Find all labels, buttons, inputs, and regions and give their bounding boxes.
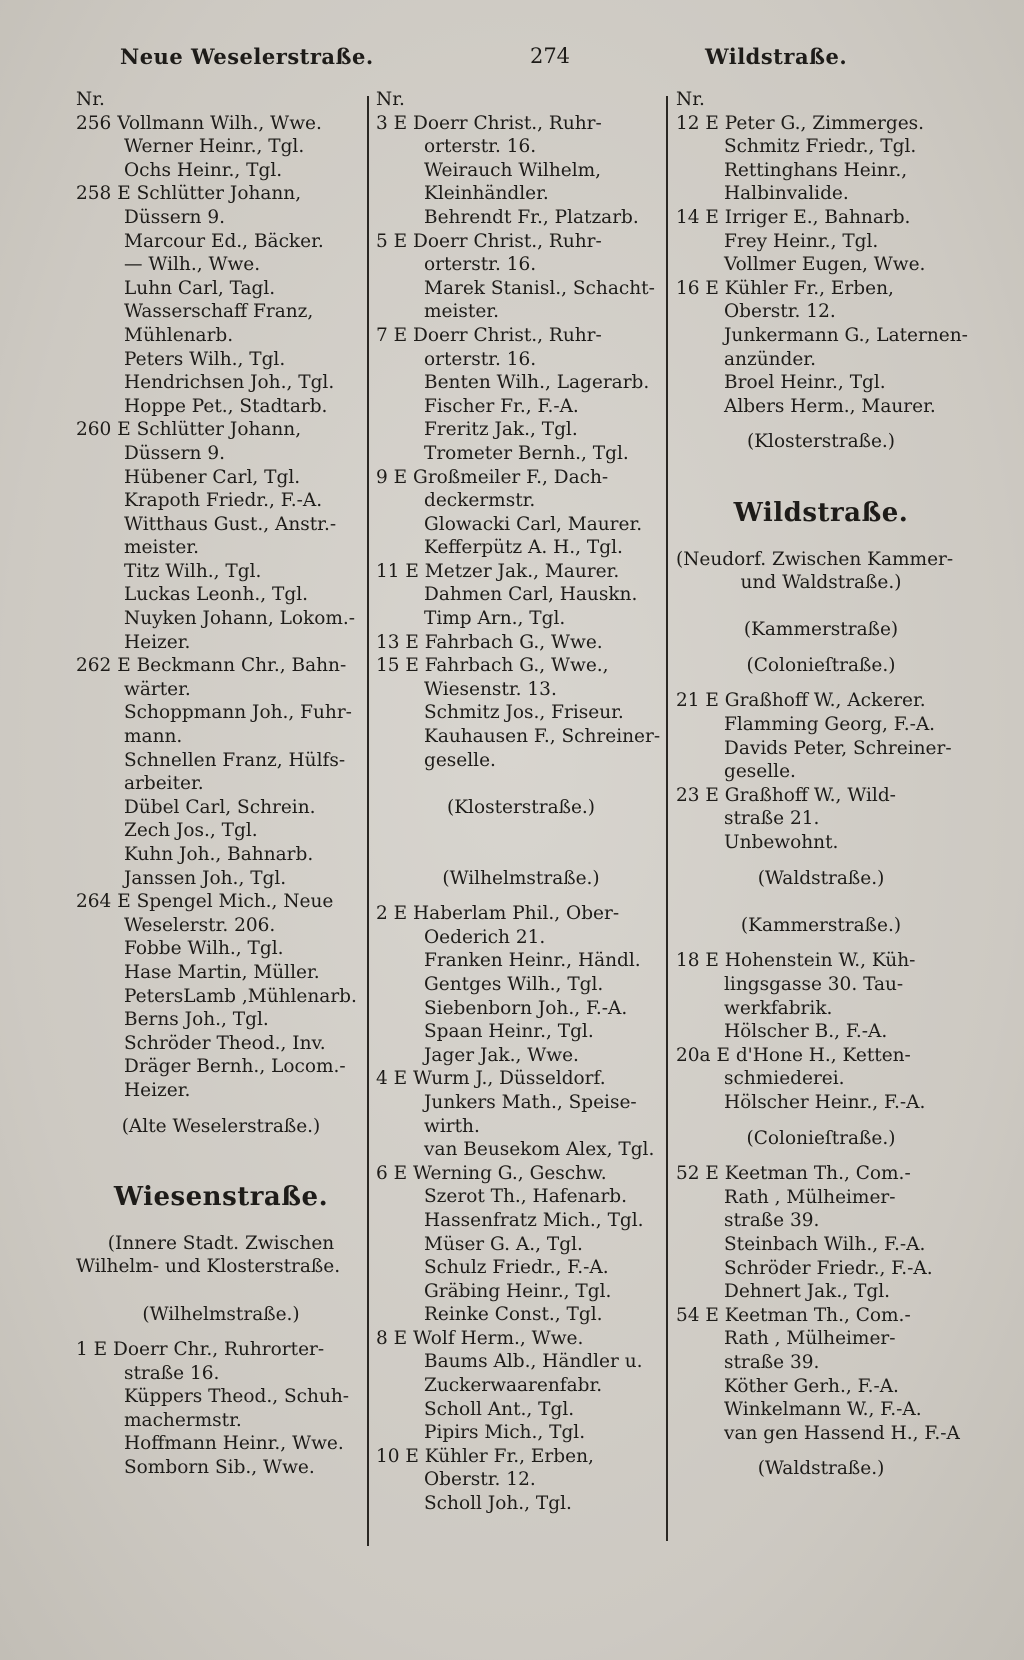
directory-entry-line: 258 E Schlütter Johann,: [76, 183, 302, 205]
directory-entry-line: Hölscher B., F.-A.: [724, 1021, 888, 1043]
spacer: [676, 937, 966, 949]
spacer: [76, 1220, 366, 1232]
directory-entry-line: mann.: [124, 726, 183, 748]
directory-entry-line: Somborn Sib., Wwe.: [124, 1457, 315, 1479]
directory-entry-line: Oederich 21.: [424, 926, 546, 948]
directory-entry-line: Frey Heinr., Tgl.: [724, 230, 879, 252]
spacer: [76, 1162, 366, 1174]
directory-entry-line: 14 E Irriger E., Bahnarb.: [676, 206, 911, 228]
cross-street-note: (Waldstraße.): [757, 867, 885, 889]
directory-entry-line: Junkers Math., Speise-: [424, 1091, 637, 1113]
directory-entry-line: Rath , Mülheimer-: [724, 1186, 896, 1208]
directory-entry-line: 256 Vollmann Wilh., Wwe.: [76, 112, 322, 134]
spacer: [676, 418, 966, 430]
directory-entry-line: Zech Jos., Tgl.: [124, 820, 258, 842]
spacer: [76, 1279, 366, 1303]
directory-entry-line: Schulz Friedr., F.-A.: [424, 1257, 609, 1279]
spacer: [676, 536, 966, 548]
directory-entry-line: Kleinhändler.: [424, 183, 549, 205]
directory-entry-line: Zuckerwaarenfabr.: [424, 1375, 603, 1397]
directory-entry-line: Hassenfratz Mich., Tgl.: [424, 1209, 644, 1231]
spacer: [676, 642, 966, 654]
directory-entry-line: machermstr.: [124, 1409, 242, 1431]
directory-entry-line: 15 E Fahrbach G., Wwe.,: [376, 655, 609, 677]
directory-entry-line: Vollmer Eugen, Wwe.: [724, 254, 926, 276]
cross-street-note: (Wilhelmstraße.): [142, 1303, 300, 1325]
column-divider: [666, 96, 668, 1541]
directory-entry-line: geselle.: [724, 761, 796, 783]
cross-street-note: (Innere Stadt. Zwischen: [107, 1232, 335, 1254]
header-left-street: Neue Weselerstraße.: [120, 44, 374, 69]
directory-entry-line: Oberstr. 12.: [424, 1469, 536, 1491]
directory-entry-line: Hase Martin, Müller.: [124, 961, 320, 983]
directory-entry-line: 10 E Kühler Fr., Erben,: [376, 1445, 594, 1467]
directory-entry-line: Davids Peter, Schreiner-: [724, 737, 952, 759]
directory-entry-line: arbeiter.: [124, 773, 204, 795]
directory-entry-line: Küppers Theod., Schuh-: [124, 1386, 350, 1408]
directory-entry-line: Müser G. A., Tgl.: [424, 1233, 583, 1255]
directory-entry-line: Baums Alb., Händler u.: [424, 1351, 643, 1373]
column-3: [676, 88, 966, 1481]
directory-entry-line: Berns Joh., Tgl.: [124, 1009, 269, 1031]
cross-street-note: (Alte Weselerstraße.): [121, 1115, 321, 1137]
directory-entry-line: 54 E Keetman Th., Com.-: [676, 1304, 911, 1326]
directory-entry-line: Rath , Mülheimer-: [724, 1328, 896, 1350]
directory-entry-line: 11 E Metzer Jak., Maurer.: [376, 560, 620, 582]
cross-street-note: (Klosterstraße.): [746, 431, 896, 453]
directory-entry-line: orterstr. 16.: [424, 254, 537, 276]
directory-entry-line: wirth.: [424, 1115, 480, 1137]
directory-entry-line: Szerot Th., Hafenarb.: [424, 1186, 628, 1208]
directory-entry-line: Junkermann G., Laternen-: [724, 324, 968, 346]
directory-entry-line: Flamming Georg, F.-A.: [724, 714, 936, 736]
directory-entry-line: Albers Herm., Maurer.: [724, 395, 936, 417]
spacer: [376, 890, 666, 902]
directory-entry-line: straße 39.: [724, 1210, 820, 1232]
directory-entry-line: Steinbach Wilh., F.-A.: [724, 1233, 926, 1255]
spacer: [76, 1326, 366, 1338]
directory-entry-line: Spaan Heinr., Tgl.: [424, 1021, 594, 1043]
directory-entry-line: Peters Wilh., Tgl.: [124, 348, 286, 370]
directory-entry-line: Dübel Carl, Schrein.: [124, 796, 316, 818]
spacer: [76, 1103, 366, 1115]
directory-entry-line: straße 21.: [724, 808, 820, 830]
directory-entry-line: Behrendt Fr., Platzarb.: [424, 206, 639, 228]
directory-entry-line: 5 E Doerr Christ., Ruhr-: [376, 230, 602, 252]
directory-entry-line: Dahmen Carl, Hauskn.: [424, 584, 638, 606]
directory-entry-line: 52 E Keetman Th., Com.-: [676, 1163, 911, 1185]
directory-entry-line: Kauhausen F., Schreiner-: [424, 726, 661, 748]
directory-entry-line: 13 E Fahrbach G., Wwe.: [376, 631, 603, 653]
spacer: [376, 772, 666, 796]
directory-entry-line: Kefferpütz A. H., Tgl.: [424, 537, 623, 559]
directory-entry-line: Schmitz Jos., Friseur.: [424, 702, 624, 724]
header-right-street: Wildstraße.: [705, 44, 848, 69]
cross-street-note: (Colonieſtraße.): [746, 1127, 896, 1149]
directory-entry-line: meister.: [424, 301, 499, 323]
cross-street-note: (Colonieſtraße.): [746, 654, 896, 676]
directory-entry-line: Marek Stanisl., Schacht-: [424, 277, 655, 299]
directory-entry-line: anzünder.: [724, 348, 817, 370]
directory-entry-line: Hölscher Heinr., F.-A.: [724, 1091, 926, 1113]
page-number: 274: [529, 44, 571, 68]
column-divider: [367, 96, 369, 1546]
directory-entry-line: Nuyken Johann, Lokom.-: [124, 608, 356, 630]
spacer: [676, 478, 966, 490]
directory-entry-line: Halbinvalide.: [724, 183, 849, 205]
directory-entry-line: 4 E Wurm J., Düsseldorf.: [376, 1068, 606, 1090]
directory-entry-line: Jager Jak., Wwe.: [424, 1044, 579, 1066]
directory-entry-line: 20a E d'Hone H., Ketten-: [676, 1044, 911, 1066]
directory-entry-line: Mühlenarb.: [124, 324, 234, 346]
cross-street-note: (Wilhelmstraße.): [442, 867, 600, 889]
directory-entry-line: 23 E Graßhoff W., Wild-: [676, 784, 896, 806]
directory-entry-line: Marcour Ed., Bäcker.: [124, 230, 324, 252]
column-1: [76, 88, 366, 1480]
cross-street-note: und Waldstraße.): [740, 572, 902, 594]
directory-entry-line: 18 E Hohenstein W., Küh-: [676, 950, 916, 972]
directory-entry-line: 9 E Großmeiler F., Dach-: [376, 466, 609, 488]
directory-entry-line: Wasserschaff Franz,: [124, 301, 314, 323]
directory-entry-line: 6 E Werning G., Geschw.: [376, 1162, 607, 1184]
cross-street-note: (Kammerstraße.): [740, 914, 902, 936]
directory-entry-line: Wilhelm- und Klosterstraße.: [76, 1256, 341, 1278]
directory-entry-line: Benten Wilh., Lagerarb.: [424, 372, 650, 394]
directory-entry-line: meister.: [124, 537, 199, 559]
directory-entry-line: Reinke Const., Tgl.: [424, 1304, 603, 1326]
directory-entry-line: Schnellen Franz, Hülfs-: [124, 749, 346, 771]
directory-entry-line: Luckas Leonh., Tgl.: [124, 584, 308, 606]
directory-entry-line: Schoppmann Joh., Fuhr-: [124, 702, 352, 724]
directory-entry-line: Timp Arn., Tgl.: [424, 608, 566, 630]
directory-entry-line: Schröder Theod., Inv.: [124, 1032, 326, 1054]
directory-entry-line: 3 E Doerr Christ., Ruhr-: [376, 112, 602, 134]
directory-entry-line: Gentges Wilh., Tgl.: [424, 973, 604, 995]
directory-entry-line: Heizer.: [124, 631, 191, 653]
spacer: [76, 1138, 366, 1162]
cross-street-note: (Klosterstraße.): [446, 796, 596, 818]
directory-entry-line: van gen Hassend H., F.-A: [724, 1422, 960, 1444]
directory-entry-line: Köther Gerh., F.-A.: [724, 1375, 899, 1397]
spacer: [676, 855, 966, 867]
directory-entry-line: 264 E Spengel Mich., Neue: [76, 891, 334, 913]
directory-entry-line: Franken Heinr., Händl.: [424, 950, 641, 972]
page-header: [70, 44, 990, 80]
spacer: [676, 1445, 966, 1457]
spacer: [376, 819, 666, 843]
directory-entry-line: deckermstr.: [424, 490, 536, 512]
directory-entry-line: van Beusekom Alex, Tgl.: [424, 1139, 655, 1161]
directory-entry-line: 7 E Doerr Christ., Ruhr-: [376, 324, 602, 346]
directory-entry-line: Nr.: [676, 89, 705, 110]
directory-entry-line: Krapoth Friedr., F.-A.: [124, 490, 323, 512]
directory-entry-line: Oberstr. 12.: [724, 301, 836, 323]
column-2: [376, 88, 666, 1516]
directory-entry-line: Glowacki Carl, Maurer.: [424, 513, 643, 535]
directory-entry-line: Janssen Joh., Tgl.: [124, 867, 287, 889]
directory-entry-line: 260 E Schlütter Johann,: [76, 419, 302, 441]
spacer: [676, 595, 966, 619]
directory-entry-line: Pipirs Mich., Tgl.: [424, 1422, 586, 1444]
directory-entry-line: Gräbing Heinr., Tgl.: [424, 1280, 612, 1302]
directory-entry-line: Heizer.: [124, 1079, 191, 1101]
directory-entry-line: 1 E Doerr Chr., Ruhrorter-: [76, 1339, 325, 1361]
directory-entry-line: straße 16.: [124, 1362, 220, 1384]
directory-entry-line: 8 E Wolf Herm., Wwe.: [376, 1327, 584, 1349]
directory-entry-line: Kuhn Joh., Bahnarb.: [124, 844, 314, 865]
directory-entry-line: Schmitz Friedr., Tgl.: [724, 136, 917, 158]
directory-entry-line: Scholl Ant., Tgl.: [424, 1398, 575, 1420]
directory-entry-line: Siebenborn Joh., F.-A.: [424, 997, 628, 1019]
directory-entry-line: Dehnert Jak., Tgl.: [724, 1281, 890, 1303]
directory-entry-line: Luhn Carl, Tagl.: [124, 277, 276, 299]
directory-entry-line: Ochs Heinr., Tgl.: [124, 159, 283, 181]
directory-entry-line: Schröder Friedr., F.-A.: [724, 1257, 933, 1279]
spacer: [676, 454, 966, 478]
directory-entry-line: 12 E Peter G., Zimmerges.: [676, 112, 925, 134]
directory-entry-line: Hoppe Pet., Stadtarb.: [124, 395, 328, 417]
directory-entry-line: 2 E Haberlam Phil., Ober-: [376, 903, 620, 925]
directory-entry-line: wärter.: [124, 678, 191, 700]
directory-entry-line: 16 E Kühler Fr., Erben,: [676, 277, 894, 299]
directory-entry-line: lingsgasse 30. Tau-: [724, 974, 904, 995]
directory-entry-line: Scholl Joh., Tgl.: [424, 1493, 572, 1515]
directory-entry-line: Titz Wilh., Tgl.: [124, 560, 262, 582]
spacer: [376, 843, 666, 867]
directory-entry-line: orterstr. 16.: [424, 348, 537, 370]
spacer: [676, 890, 966, 914]
street-heading: Wiesenstraße.: [113, 1181, 329, 1212]
directory-entry-line: Fischer Fr., F.-A.: [424, 395, 579, 417]
directory-entry-line: Werner Heinr., Tgl.: [124, 136, 305, 158]
directory-entry-line: PetersLamb ,Mühlenarb.: [124, 985, 357, 1007]
directory-entry-line: 262 E Beckmann Chr., Bahn-: [76, 655, 347, 677]
directory-entry-line: Nr.: [76, 89, 105, 110]
directory-entry-line: schmiederei.: [724, 1068, 845, 1090]
directory-entry-line: geselle.: [424, 749, 496, 771]
directory-entry-line: Dräger Bernh., Locom.-: [124, 1056, 346, 1078]
directory-entry-line: Hendrichsen Joh., Tgl.: [124, 372, 335, 394]
directory-entry-line: werkfabrik.: [724, 997, 833, 1019]
directory-entry-line: — Wilh., Wwe.: [124, 254, 261, 276]
spacer: [676, 1150, 966, 1162]
directory-entry-line: Fobbe Wilh., Tgl.: [124, 938, 284, 960]
directory-entry-line: Düssern 9.: [124, 206, 225, 228]
directory-entry-line: Hübener Carl, Tgl.: [124, 466, 301, 488]
directory-entry-line: Weirauch Wilhelm,: [424, 159, 602, 181]
directory-entry-line: Freritz Jak., Tgl.: [424, 419, 578, 441]
directory-entry-line: Broel Heinr., Tgl.: [724, 372, 886, 394]
directory-entry-line: Rettinghans Heinr.,: [724, 159, 908, 181]
directory-entry-line: Wiesenstr. 13.: [424, 678, 557, 700]
cross-street-note: (Kammerstraße): [743, 619, 899, 641]
spacer: [676, 677, 966, 689]
cross-street-note: (Waldstraße.): [757, 1458, 885, 1480]
directory-entry-line: Winkelmann W., F.-A.: [724, 1399, 922, 1421]
street-heading: Wildstraße.: [733, 497, 909, 528]
directory-entry-line: Trometer Bernh., Tgl.: [424, 442, 629, 464]
directory-entry-line: 21 E Graßhoff W., Ackerer.: [676, 690, 926, 712]
directory-entry-line: Nr.: [376, 89, 405, 110]
directory-entry-line: orterstr. 16.: [424, 136, 537, 158]
spacer: [676, 1115, 966, 1127]
directory-entry-line: Düssern 9.: [124, 442, 225, 464]
directory-entry-line: Hoffmann Heinr., Wwe.: [124, 1433, 344, 1455]
directory-entry-line: (Neudorf. Zwischen Kammer-: [676, 548, 954, 570]
directory-entry-line: Unbewohnt.: [724, 832, 839, 854]
directory-entry-line: straße 39.: [724, 1351, 820, 1373]
directory-entry-line: Witthaus Gust., Anstr.-: [124, 513, 337, 535]
directory-entry-line: Weselerstr. 206.: [124, 914, 276, 936]
